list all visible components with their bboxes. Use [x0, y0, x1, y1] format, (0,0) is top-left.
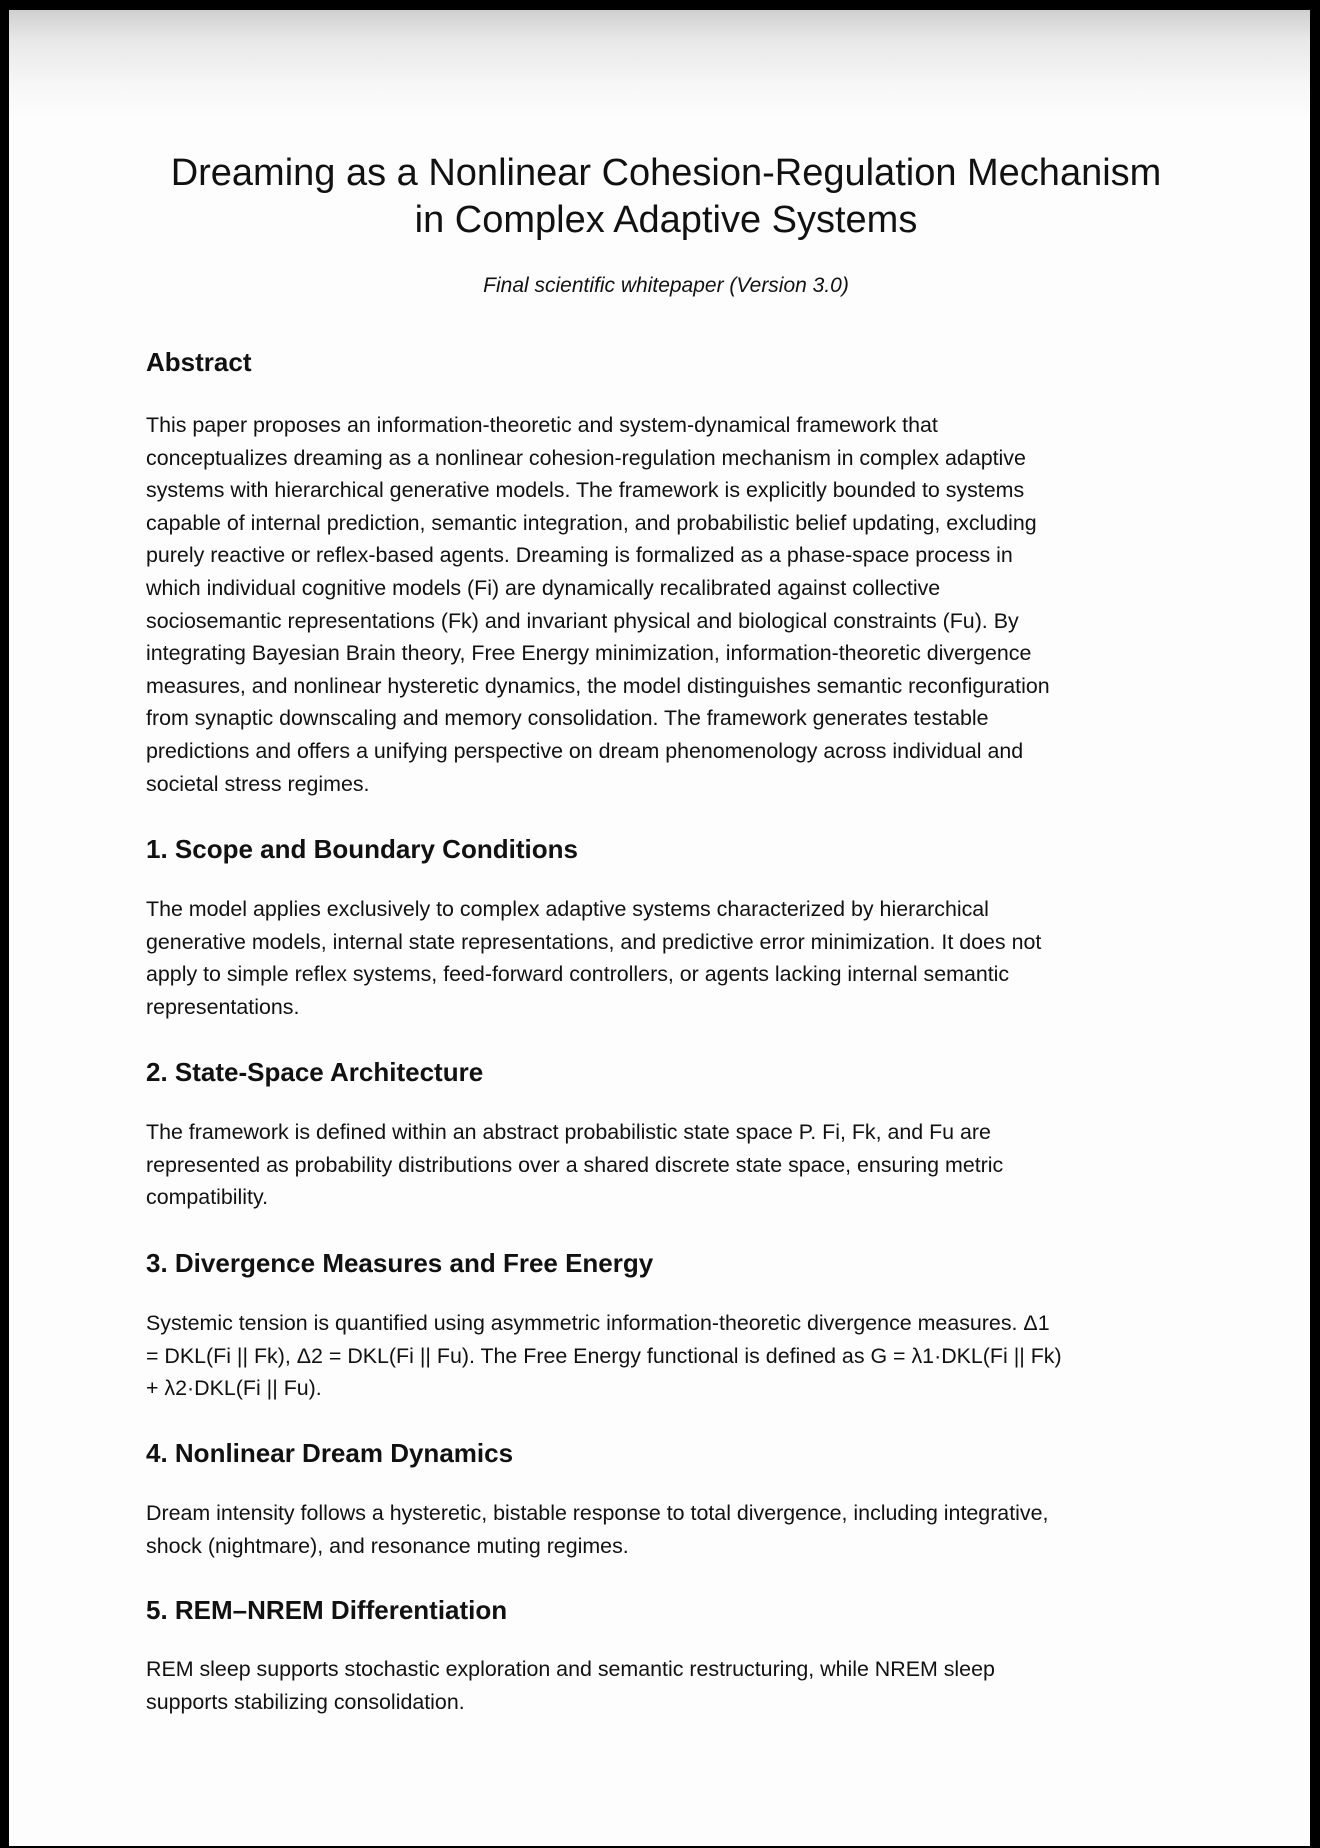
section-2-text: The framework is defined within an abstract probabilistic state space P. Fi, Fk, and Fu are represented as probability distributions over a shared discrete state space, ensuring metric compatibility.: [146, 1120, 1004, 1210]
section-1-heading: 1. Scope and Boundary Conditions: [146, 834, 578, 864]
section-3-heading: 3. Divergence Measures and Free Energy: [146, 1248, 654, 1278]
document-title: [146, 150, 1186, 244]
abstract-text: This paper proposes an information-theoretic and system-dynamical framework that conceptualizes dreaming as a nonlinear cohesion-regulation mechanism in complex adaptive systems with hierarchical generative models. The framework is explicitly bounded to systems capable of internal prediction, semantic integration, and probabilistic belief updating, excluding purely reactive or reflex-based agents. Dreaming is formalized as a phase-space process in which individual cognitive models (Fi) are dynamically recalibrated against collective sociosemantic representations (Fk) and invariant physical and biological constraints (Fu). By integrating Bayesian Brain theory, Free Energy minimization, information-theoretic divergence measures, and nonlinear hysteretic dynamics, the model distinguishes semantic reconfiguration from synaptic downscaling and memory consolidation. The framework generates testable predictions and offers a unifying perspective on dream phenomenology across individual and societal stress regimes.: [146, 413, 1050, 796]
section-3-text: Systemic tension is quantified using asymmetric information-theoretic divergence measures. Δ1 = DKL(Fi || Fk), Δ2 = DKL(Fi || Fu). The Free Energy functional is defined as G = λ1·DKL(Fi || Fk) + λ2·DKL(Fi || Fu).: [146, 1311, 1062, 1401]
abstract-heading: Abstract: [146, 347, 252, 377]
title-line-2: in Complex Adaptive Systems: [414, 199, 918, 241]
section-1-text: The model applies exclusively to complex adaptive systems characterized by hierarchical generative models, internal state representations, and predictive error minimization. It does not apply to simple reflex systems, feed-forward controllers, or agents lacking internal semantic representations.: [146, 897, 1042, 1019]
section-4-heading: 4. Nonlinear Dream Dynamics: [146, 1438, 514, 1468]
section-5-heading: 5. REM–NREM Differentiation: [146, 1595, 508, 1625]
section-4-text: Dream intensity follows a hysteretic, bistable response to total divergence, including integrative, shock (nightmare), and resonance muting regimes.: [146, 1501, 1049, 1558]
document-page[interactable]: [9, 10, 1310, 1846]
title-line-1: Dreaming as a Nonlinear Cohesion-Regulation Mechanism: [170, 152, 1162, 194]
section-5-text: REM sleep supports stochastic exploration and semantic restructuring, while NREM sleep supports stabilizing consolidation.: [146, 1657, 995, 1714]
section-2-heading: 2. State-Space Architecture: [146, 1057, 484, 1087]
document-subtitle: Final scientific whitepaper (Version 3.0): [483, 274, 849, 297]
